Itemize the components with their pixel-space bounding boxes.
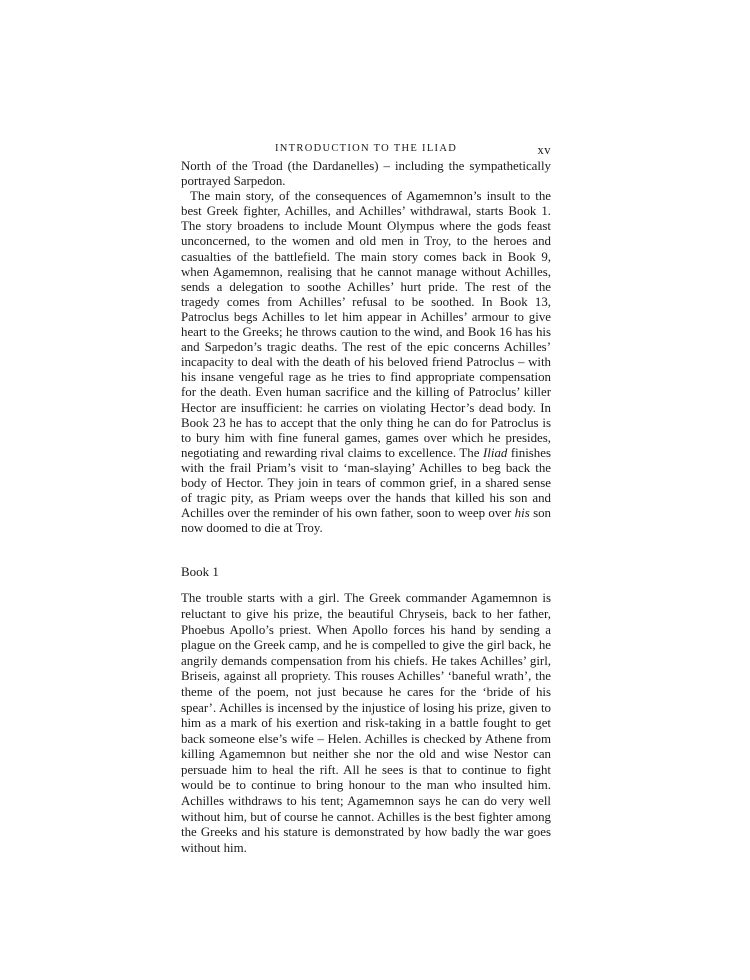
section-heading-book-1: Book 1 xyxy=(181,564,219,580)
paragraph-continuation: North of the Troad (the Dardanelles) – including the sympathetically portrayed Sarpedon. xyxy=(181,159,551,189)
paragraph-text-a: The main story, of the consequences of Agamemnon’s insult to the best Greek fighter, Achilles, and Achilles’ withdrawal, starts Book 1. The story broadens to include Mount Olympus where the gods feast unconcerned, to the women and old men in Troy, to the heroes and casualties of the battlefield. The main story comes back in Book 9, when Agamemnon, realising that he cannot manage without Achilles, sends a delegation to soothe Achilles’ hurt pride. The rest of the tragedy comes from Achilles’ refusal to be soothed. In Book 13, Patroclus begs Achilles to let him appear in Achilles’ armour to give heart to the Greeks; he throws caution to the wind, and Book 16 has his and Sarpedon’s tragic deaths. The rest of the epic concerns Achilles’ incapacity to deal with the death of his beloved friend Patroclus – with his insane vengeful rage as he tries to find appropriate compensation for the death. Even human sacrifice and the killing of Patroclus’ killer Hector are insufficient: he carries on violating Hector’s dead body. In Book 23 he has to accept that the only thing he can do for Patroclus is to bury him with fine funeral games, games over which he presides, negotiating and rewarding rival claims to excellence. The xyxy=(181,189,551,460)
page-number: xv xyxy=(537,143,551,157)
book-1-body xyxy=(181,591,551,856)
paragraph-main-story xyxy=(181,189,551,536)
iliad-title: Iliad xyxy=(482,445,508,460)
paragraph-book-1: The trouble starts with a girl. The Greek commander Agamemnon is reluctant to give his prize, the beautiful Chryseis, back to her father, Phoebus Apollo’s priest. When Apollo forces his hand by sending a plague on the Greek camp, and he is compelled to give the girl back, he angrily demands compensation from his chiefs. He takes Achilles’ girl, Briseis, against all propriety. This rouses Achilles’ ‘baneful wrath’, the theme of the poem, not just because he cares for the ‘bride of his spear’. Achilles is incensed by the injustice of losing his prize, given to him as a mark of his exertion and risk-taking in a battle fought to get back someone else’s wife – Helen. Achilles is checked by Athene from killing Agamemnon but neither she nor the old and wise Nestor can persuade him to heal the rift. All he sees is that to continue to fight would be to continue to bring honour to the man who insulted him. Achilles withdraws to his tent; Agamemnon says he can do very well without him, but of course he cannot. Achilles is the best fighter among the Greeks and his stature is demonstrated by how badly the war goes without him. xyxy=(181,591,551,855)
intro-body xyxy=(181,159,551,536)
running-title: INTRODUCTION TO THE ILIAD xyxy=(275,143,458,154)
running-head xyxy=(181,143,551,159)
emphasis-his: his xyxy=(514,506,530,521)
book-page xyxy=(181,143,551,856)
paragraph-text-b: finishes with the frail Priam’s visit to ‘man-slaying’ Achilles to beg back the body of Hector. They join in tears of common grief, in a shared sense of tragic pity, as Priam weeps over the hands that killed his son and Achilles over the reminder of his own father, soon to weep over xyxy=(181,445,551,521)
paragraph-text-c: son now doomed to die at Troy. xyxy=(181,506,551,536)
